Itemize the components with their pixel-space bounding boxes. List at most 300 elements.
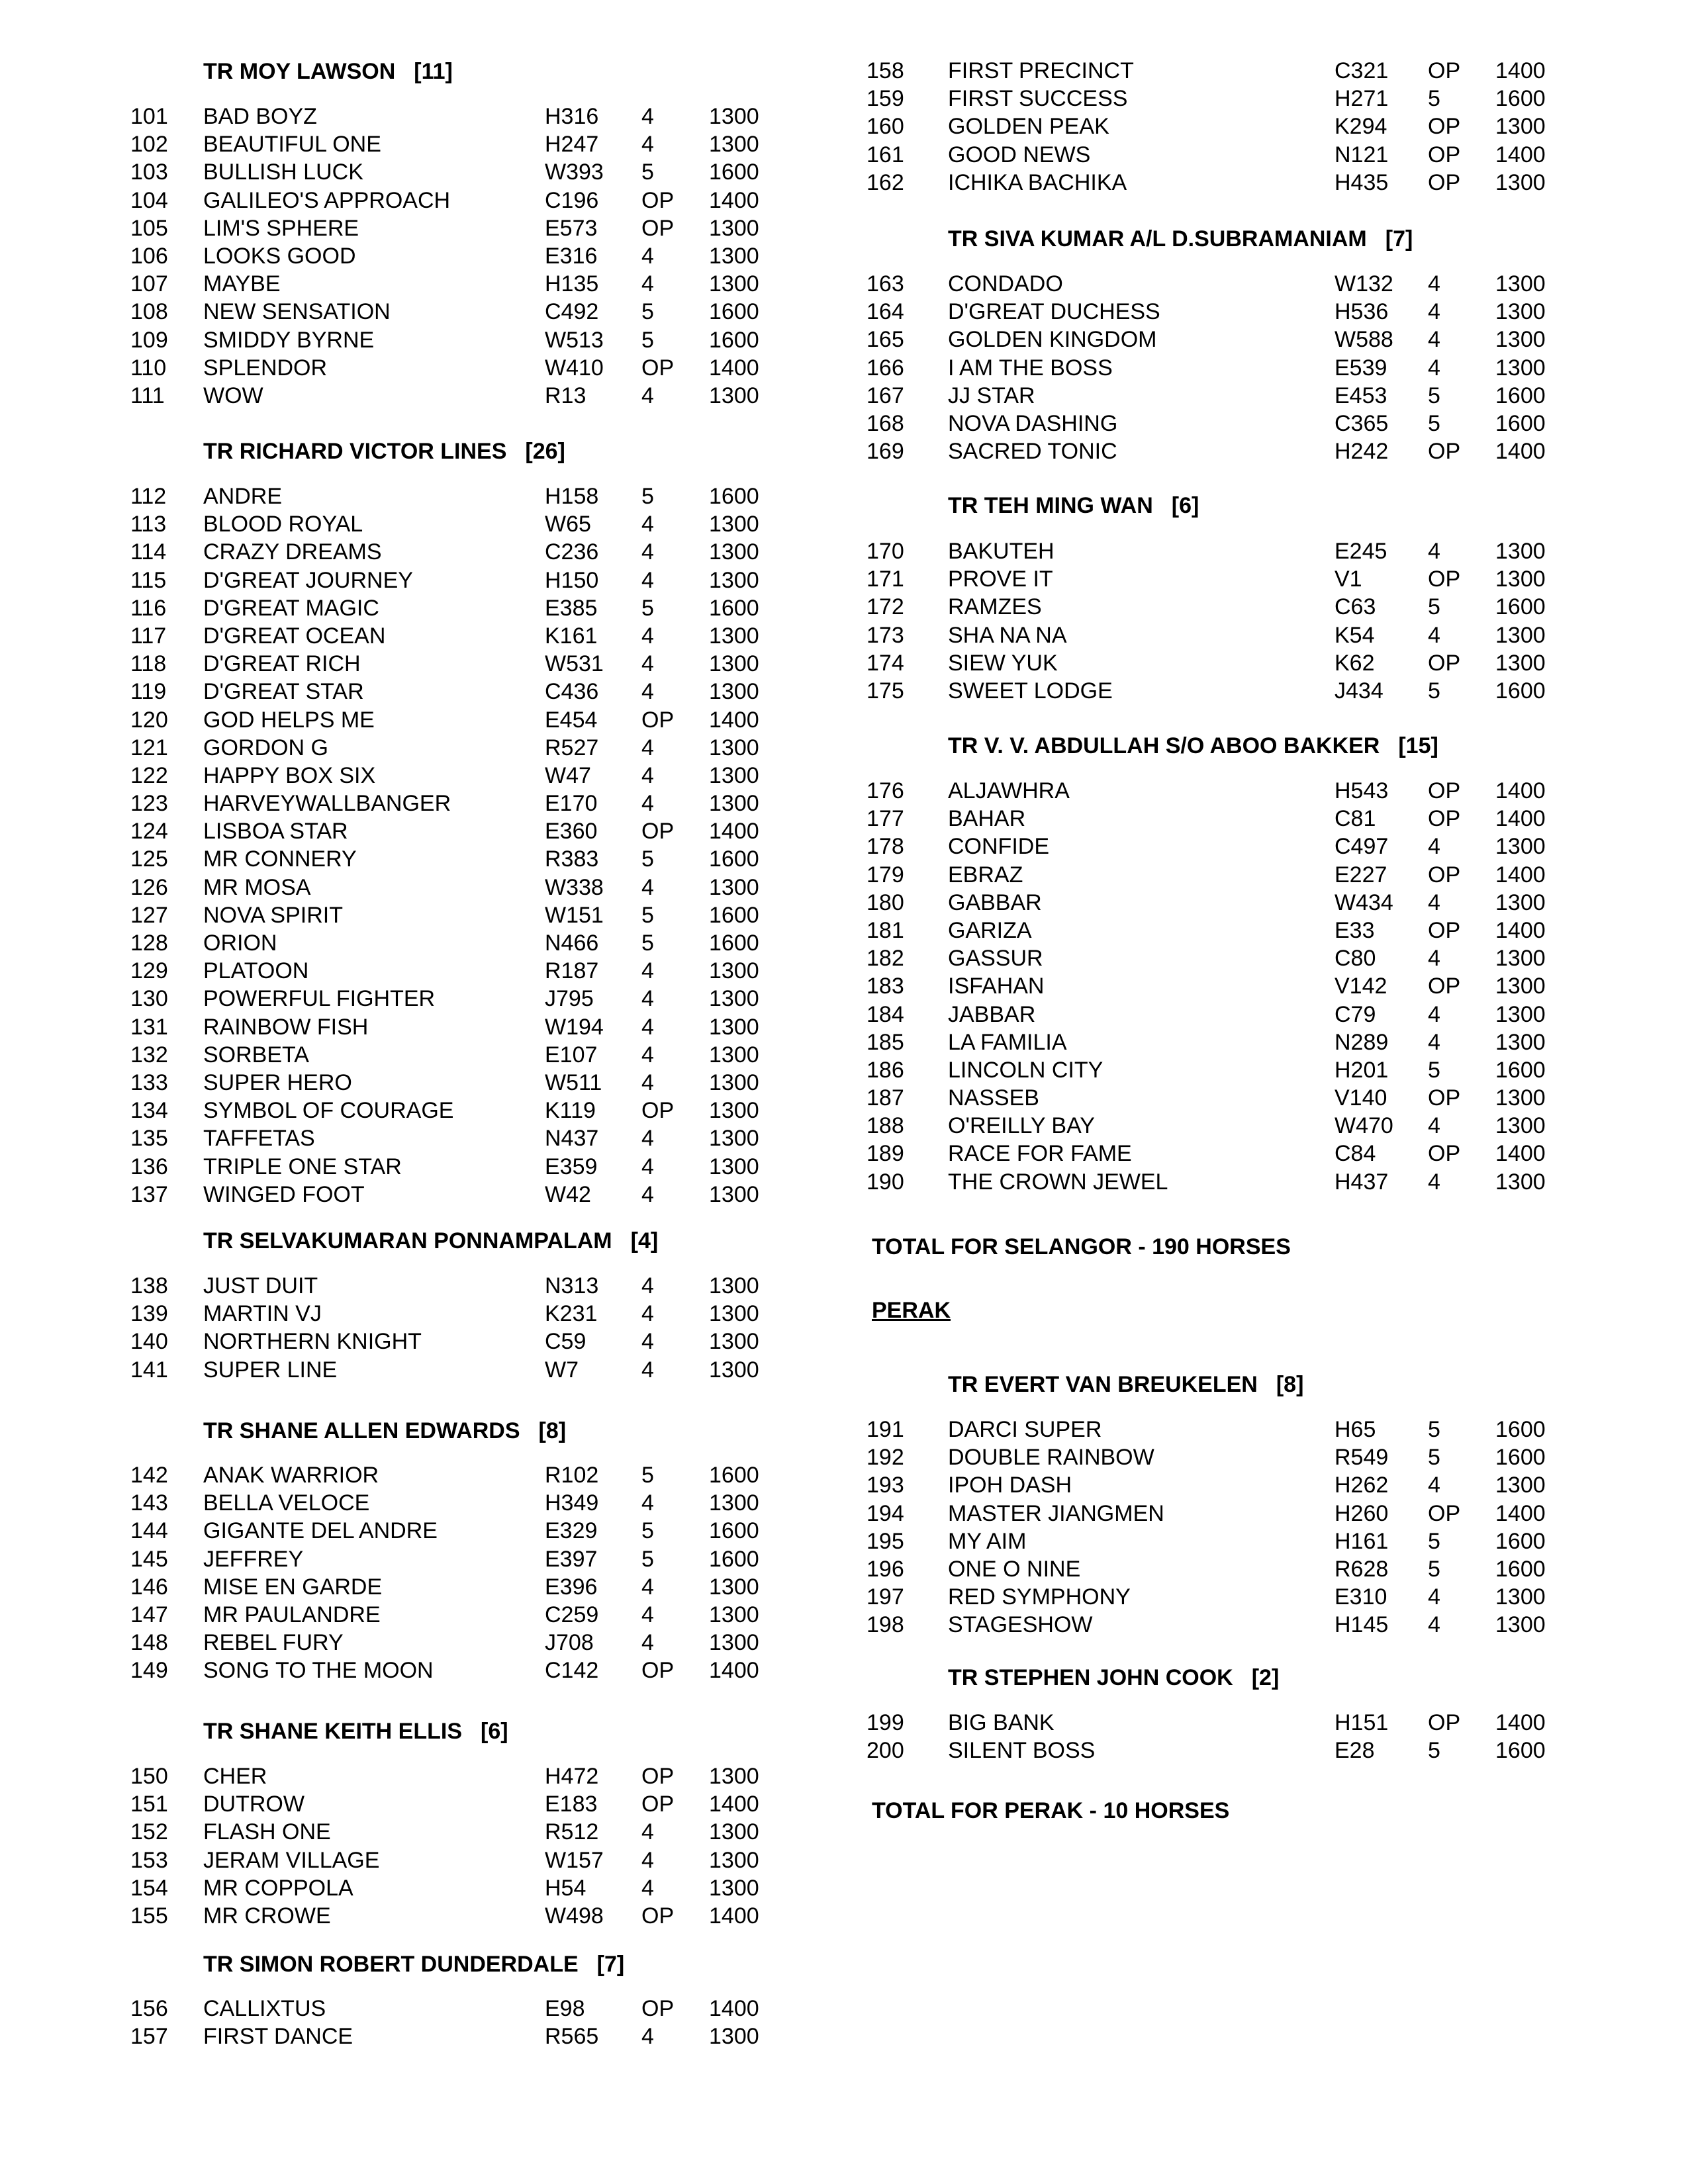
horse-num: 197: [867, 1584, 904, 1610]
horse-rating: 1300: [1495, 355, 1546, 381]
horse-name: SYMBOL OF COURAGE: [203, 1098, 454, 1124]
horse-code: C436: [545, 679, 599, 705]
horse-rating: 1400: [1495, 142, 1546, 167]
horse-row: [0, 1124, 844, 1152]
horse-num: 116: [130, 595, 167, 621]
horse-code: E28: [1335, 1738, 1375, 1764]
trainer-name: TR TEH MING WAN: [948, 493, 1153, 518]
horse-code: C321: [1335, 58, 1389, 83]
horse-num: 178: [867, 834, 904, 860]
horse-code: K62: [1335, 650, 1375, 676]
horse-code: E454: [545, 707, 598, 733]
horse-row: [0, 538, 844, 566]
horse-name: SHA NA NA: [948, 622, 1067, 648]
horse-age: 5: [641, 846, 654, 872]
horse-row: [844, 537, 1688, 565]
horse-row: [0, 482, 844, 510]
horse-code: N121: [1335, 142, 1389, 167]
horse-row: [0, 1069, 844, 1097]
horse-row: [844, 1709, 1688, 1737]
horse-name: LINCOLN CITY: [948, 1057, 1103, 1083]
trainer-heading: [0, 1416, 844, 1445]
horse-age: 5: [1428, 383, 1440, 408]
horse-row: [0, 1181, 844, 1208]
horse-name: BEAUTIFUL ONE: [203, 132, 381, 158]
horse-row: [844, 1028, 1688, 1056]
horse-age: 4: [1428, 1169, 1440, 1195]
horse-name: JJ STAR: [948, 383, 1035, 408]
horse-row: [0, 1356, 844, 1384]
horse-list: [0, 1272, 844, 1384]
horse-row: [844, 437, 1688, 465]
horse-name: CRAZY DREAMS: [203, 539, 382, 565]
horse-name: D'GREAT JOURNEY: [203, 567, 413, 593]
horse-age: 5: [1428, 86, 1440, 112]
horse-age: OP: [641, 707, 675, 733]
horse-rating: 1300: [1495, 834, 1546, 860]
horse-age: 4: [1428, 1029, 1440, 1055]
horse-rating: 1300: [709, 958, 759, 984]
trainer-name: TR EVERT VAN BREUKELEN: [948, 1372, 1258, 1397]
horse-rating: 1400: [1495, 917, 1546, 943]
horse-age: 4: [641, 958, 654, 984]
horse-rating: 1600: [709, 595, 759, 621]
total-selangor: TOTAL FOR SELANGOR - 190 HORSES: [872, 1234, 1291, 1259]
horse-age: 4: [641, 1602, 654, 1627]
horse-age: 5: [641, 484, 654, 509]
horse-num: 148: [130, 1630, 168, 1656]
horse-rating: 1300: [1495, 1169, 1546, 1195]
horse-age: 4: [641, 1357, 654, 1383]
horse-name: SUPER HERO: [203, 1069, 352, 1095]
horse-num: 191: [867, 1417, 904, 1442]
horse-rating: 1600: [1495, 1445, 1546, 1471]
horse-age: 4: [641, 1574, 654, 1600]
horse-code: C497: [1335, 834, 1389, 860]
horse-num: 149: [130, 1658, 168, 1684]
horse-name: REBEL FURY: [203, 1630, 344, 1656]
horse-name: MR CROWE: [203, 1903, 331, 1929]
horse-age: 4: [1428, 1612, 1440, 1638]
horse-num: 190: [867, 1169, 904, 1195]
trainer-heading: [0, 437, 844, 466]
horse-code: H247: [545, 132, 599, 158]
horse-row: [0, 1489, 844, 1517]
horse-code: H543: [1335, 778, 1389, 803]
horse-row: [844, 649, 1688, 677]
horse-row: [0, 1041, 844, 1069]
trainer-name: TR SIVA KUMAR A/L D.SUBRAMANIAM: [948, 226, 1367, 251]
horse-age: OP: [1428, 1141, 1461, 1167]
horse-row: [0, 845, 844, 873]
horse-age: 4: [641, 1819, 654, 1845]
horse-num: 167: [867, 383, 904, 408]
horse-list: [844, 270, 1688, 465]
horse-num: 171: [867, 567, 904, 592]
horse-rating: 1600: [1495, 86, 1546, 112]
horse-row: [0, 1300, 844, 1328]
horse-row: [844, 169, 1688, 197]
horse-code: H151: [1335, 1710, 1389, 1735]
horse-row: [0, 1995, 844, 2023]
horse-num: 107: [130, 271, 168, 297]
horse-row: [844, 410, 1688, 437]
horse-row: [0, 790, 844, 817]
horse-code: E227: [1335, 862, 1387, 887]
horse-code: C365: [1335, 410, 1389, 436]
horse-age: 5: [641, 902, 654, 928]
horse-code: H150: [545, 567, 599, 593]
horse-rating: 1300: [709, 651, 759, 677]
horse-rating: 1600: [1495, 1528, 1546, 1554]
horse-code: J795: [545, 986, 594, 1012]
horse-name: NOVA SPIRIT: [203, 902, 343, 928]
horse-code: H472: [545, 1764, 599, 1789]
horse-code: R549: [1335, 1445, 1389, 1471]
horse-age: OP: [1428, 142, 1461, 167]
horse-rating: 1600: [709, 299, 759, 325]
horse-name: IPOH DASH: [948, 1473, 1072, 1498]
horse-code: H242: [1335, 439, 1389, 465]
horse-rating: 1300: [1495, 974, 1546, 999]
horse-code: J434: [1335, 678, 1383, 704]
horse-rating: 1300: [1495, 1473, 1546, 1498]
horse-age: 4: [641, 986, 654, 1012]
horse-row: [0, 1762, 844, 1790]
horse-row: [844, 1443, 1688, 1471]
horse-name: D'GREAT OCEAN: [203, 623, 386, 649]
horse-row: [844, 805, 1688, 833]
horse-code: W434: [1335, 889, 1393, 915]
horse-age: OP: [1428, 806, 1461, 832]
horse-name: SACRED TONIC: [948, 439, 1117, 465]
horse-num: 158: [867, 58, 904, 83]
horse-code: W151: [545, 902, 604, 928]
horse-name: THE CROWN JEWEL: [948, 1169, 1168, 1195]
horse-count: [4]: [630, 1228, 659, 1253]
horse-age: OP: [641, 1792, 675, 1817]
horse-name: NORTHERN KNIGHT: [203, 1329, 422, 1355]
horse-code: C259: [545, 1602, 599, 1627]
horse-rating: 1600: [1495, 1738, 1546, 1764]
trainer-heading: [844, 491, 1688, 520]
horse-num: 141: [130, 1357, 168, 1383]
horse-age: 4: [641, 1014, 654, 1040]
horse-num: 113: [130, 512, 167, 537]
horse-age: 4: [641, 623, 654, 649]
horse-name: DARCI SUPER: [948, 1417, 1102, 1442]
horse-age: OP: [641, 215, 675, 241]
horse-age: 4: [1428, 889, 1440, 915]
horse-row: [0, 1545, 844, 1573]
horse-rating: 1300: [1495, 622, 1546, 648]
horse-code: K294: [1335, 114, 1387, 140]
horse-num: 133: [130, 1069, 168, 1095]
horse-row: [0, 298, 844, 326]
trainer-name: TR SIMON ROBERT DUNDERDALE: [203, 1952, 579, 1977]
horse-row: [844, 1611, 1688, 1639]
horse-name: BAKUTEH: [948, 539, 1055, 564]
horse-age: OP: [1428, 567, 1461, 592]
horse-name: RAINBOW FISH: [203, 1014, 369, 1040]
horse-row: [0, 1097, 844, 1124]
horse-age: 4: [641, 104, 654, 129]
horse-name: SPLENDOR: [203, 355, 328, 381]
horse-name: D'GREAT MAGIC: [203, 595, 379, 621]
horse-row: [0, 1573, 844, 1601]
horse-age: 5: [641, 327, 654, 353]
horse-age: 4: [641, 1490, 654, 1516]
horse-num: 137: [130, 1181, 168, 1207]
horse-rating: 1300: [709, 1357, 759, 1383]
horse-code: C81: [1335, 806, 1376, 832]
horse-num: 172: [867, 594, 904, 620]
horse-row: [844, 270, 1688, 298]
horse-list: [844, 1416, 1688, 1639]
horse-age: 5: [641, 299, 654, 325]
horse-rating: 1300: [709, 539, 759, 565]
horse-row: [0, 1846, 844, 1874]
horse-code: C236: [545, 539, 599, 565]
horse-code: W470: [1335, 1113, 1393, 1139]
horse-row: [844, 382, 1688, 410]
horse-code: W393: [545, 159, 604, 185]
horse-age: 4: [641, 512, 654, 537]
horse-code: E33: [1335, 917, 1375, 943]
trainer-heading: [844, 224, 1688, 253]
horse-name: RED SYMPHONY: [948, 1584, 1131, 1610]
horse-code: W338: [545, 874, 604, 900]
horse-rating: 1300: [709, 243, 759, 269]
horse-rating: 1300: [1495, 539, 1546, 564]
horse-age: OP: [1428, 58, 1461, 83]
horse-num: 115: [130, 567, 167, 593]
horse-rating: 1400: [1495, 58, 1546, 83]
horse-count: [7]: [596, 1952, 625, 1977]
horse-age: 4: [1428, 327, 1440, 353]
horse-num: 125: [130, 846, 168, 872]
horse-code: W132: [1335, 271, 1393, 296]
horse-row: [844, 1416, 1688, 1443]
horse-code: H349: [545, 1490, 599, 1516]
horse-rating: 1300: [709, 1574, 759, 1600]
horse-num: 168: [867, 410, 904, 436]
horse-name: MR PAULANDRE: [203, 1602, 381, 1627]
horse-age: 4: [641, 567, 654, 593]
horse-rating: 1600: [709, 484, 759, 509]
horse-row: [844, 1084, 1688, 1112]
horse-rating: 1300: [1495, 271, 1546, 296]
horse-age: 4: [1428, 1113, 1440, 1139]
horse-name: DUTROW: [203, 1792, 305, 1817]
horse-code: V140: [1335, 1085, 1387, 1111]
horse-num: 156: [130, 1996, 168, 2021]
horse-list: [844, 1709, 1688, 1764]
horse-age: 4: [641, 1273, 654, 1298]
horse-code: K231: [545, 1301, 598, 1327]
horse-age: 5: [641, 595, 654, 621]
horse-count: [6]: [481, 1719, 508, 1744]
trainer-heading: [844, 731, 1688, 760]
horse-row: [0, 187, 844, 214]
horse-rating: 1300: [709, 1764, 759, 1789]
horse-name: PLATOON: [203, 958, 309, 984]
horse-rating: 1300: [1495, 1113, 1546, 1139]
horse-rating: 1300: [1495, 327, 1546, 353]
trainer-heading: [0, 1226, 844, 1255]
horse-code: E107: [545, 1042, 598, 1068]
horse-num: 140: [130, 1329, 168, 1355]
horse-rating: 1600: [709, 1546, 759, 1572]
horse-code: N313: [545, 1273, 599, 1298]
horse-num: 185: [867, 1029, 904, 1055]
horse-name: GIGANTE DEL ANDRE: [203, 1518, 438, 1544]
horse-code: N289: [1335, 1029, 1389, 1055]
trainer-heading: [0, 1950, 844, 1979]
horse-rating: 1400: [709, 819, 759, 844]
horse-age: 5: [1428, 1057, 1440, 1083]
horse-age: 4: [641, 679, 654, 705]
horse-name: ICHIKA BACHIKA: [948, 169, 1127, 195]
horse-name: ALJAWHRA: [948, 778, 1070, 803]
horse-row: [844, 1737, 1688, 1764]
horse-code: W498: [545, 1903, 604, 1929]
horse-num: 130: [130, 986, 168, 1012]
horse-rating: 1400: [709, 1792, 759, 1817]
horse-list: [0, 103, 844, 410]
horse-code: C142: [545, 1658, 599, 1684]
horse-num: 132: [130, 1042, 168, 1068]
horse-code: N466: [545, 931, 599, 956]
horse-num: 162: [867, 169, 904, 195]
horse-rating: 1400: [1495, 1500, 1546, 1526]
horse-age: 4: [641, 1875, 654, 1901]
horse-rating: 1300: [709, 1181, 759, 1207]
section-perak-heading: PERAK: [872, 1298, 951, 1323]
horse-row: [0, 734, 844, 762]
trainer-heading: [0, 1717, 844, 1746]
horse-age: OP: [641, 1098, 675, 1124]
horse-name: GORDON G: [203, 735, 328, 760]
horse-age: 5: [641, 1463, 654, 1488]
horse-name: NASSEB: [948, 1085, 1039, 1111]
horse-code: K161: [545, 623, 598, 649]
horse-name: MAYBE: [203, 271, 281, 297]
horse-age: 4: [641, 874, 654, 900]
trainer-heading: [844, 1370, 1688, 1399]
horse-num: 111: [130, 383, 165, 408]
horse-rating: 1300: [709, 512, 759, 537]
horse-name: CALLIXTUS: [203, 1996, 326, 2021]
horse-row: [0, 874, 844, 901]
horse-age: 4: [1428, 299, 1440, 325]
horse-row: [844, 1527, 1688, 1555]
horse-name: PROVE IT: [948, 567, 1053, 592]
horse-row: [844, 677, 1688, 705]
horse-row: [0, 985, 844, 1013]
horse-name: FIRST DANCE: [203, 2024, 353, 2050]
horse-list: [0, 1995, 844, 2050]
horse-age: 5: [1428, 678, 1440, 704]
horse-num: 163: [867, 271, 904, 296]
horse-name: MARTIN VJ: [203, 1301, 322, 1327]
horse-code: C79: [1335, 1001, 1376, 1027]
horse-age: OP: [1428, 1085, 1461, 1111]
horse-rating: 1300: [709, 567, 759, 593]
horse-rating: 1400: [1495, 862, 1546, 887]
horse-rating: 1300: [709, 1126, 759, 1152]
horse-code: C84: [1335, 1141, 1376, 1167]
horse-code: W588: [1335, 327, 1393, 353]
horse-name: GALILEO'S APPROACH: [203, 187, 451, 213]
horse-row: [844, 944, 1688, 972]
horse-rating: 1300: [1495, 889, 1546, 915]
horse-age: OP: [1428, 439, 1461, 465]
horse-name: SORBETA: [203, 1042, 309, 1068]
horse-row: [0, 1874, 844, 1902]
horse-code: E359: [545, 1154, 598, 1179]
horse-name: MR CONNERY: [203, 846, 357, 872]
horse-age: OP: [641, 1764, 675, 1789]
horse-age: 5: [1428, 1417, 1440, 1442]
horse-rating: 1300: [1495, 169, 1546, 195]
trainer-name: TR SHANE KEITH ELLIS: [203, 1719, 463, 1744]
horse-rating: 1300: [1495, 1001, 1546, 1027]
horse-num: 195: [867, 1528, 904, 1554]
horse-code: H54: [545, 1875, 586, 1901]
horse-rating: 1300: [709, 1630, 759, 1656]
horse-code: H437: [1335, 1169, 1389, 1195]
horse-list: [0, 1762, 844, 1930]
horse-age: OP: [641, 819, 675, 844]
horse-age: 4: [1428, 1584, 1440, 1610]
horse-age: 4: [641, 1126, 654, 1152]
horse-row: [844, 354, 1688, 382]
horse-num: 189: [867, 1141, 904, 1167]
horse-age: 5: [1428, 1556, 1440, 1582]
horse-name: GARIZA: [948, 917, 1032, 943]
horse-code: R628: [1335, 1556, 1389, 1582]
horse-rating: 1600: [709, 1518, 759, 1544]
horse-name: MR MOSA: [203, 874, 311, 900]
horse-name: I AM THE BOSS: [948, 355, 1113, 381]
horse-count: [11]: [414, 59, 453, 84]
horse-age: 4: [641, 1329, 654, 1355]
horse-row: [844, 113, 1688, 140]
horse-rating: 1300: [1495, 946, 1546, 972]
horse-name: GOOD NEWS: [948, 142, 1091, 167]
horse-num: 186: [867, 1057, 904, 1083]
horse-code: E98: [545, 1996, 585, 2021]
horse-name: TRIPLE ONE STAR: [203, 1154, 402, 1179]
horse-code: H260: [1335, 1500, 1389, 1526]
horse-age: OP: [1428, 1500, 1461, 1526]
horse-num: 155: [130, 1903, 168, 1929]
horse-num: 106: [130, 243, 168, 269]
horse-row: [844, 593, 1688, 621]
horse-age: 4: [1428, 946, 1440, 972]
horse-rating: 1300: [709, 679, 759, 705]
horse-rating: 1600: [709, 1463, 759, 1488]
horse-count: [7]: [1385, 226, 1413, 251]
horse-age: 4: [1428, 622, 1440, 648]
trainer-name: TR MOY LAWSON: [203, 59, 396, 84]
horse-age: 4: [641, 1301, 654, 1327]
horse-row: [844, 621, 1688, 649]
horse-rating: 1300: [1495, 299, 1546, 325]
total-perak: TOTAL FOR PERAK - 10 HORSES: [872, 1798, 1230, 1823]
horse-count: [8]: [1276, 1372, 1304, 1397]
